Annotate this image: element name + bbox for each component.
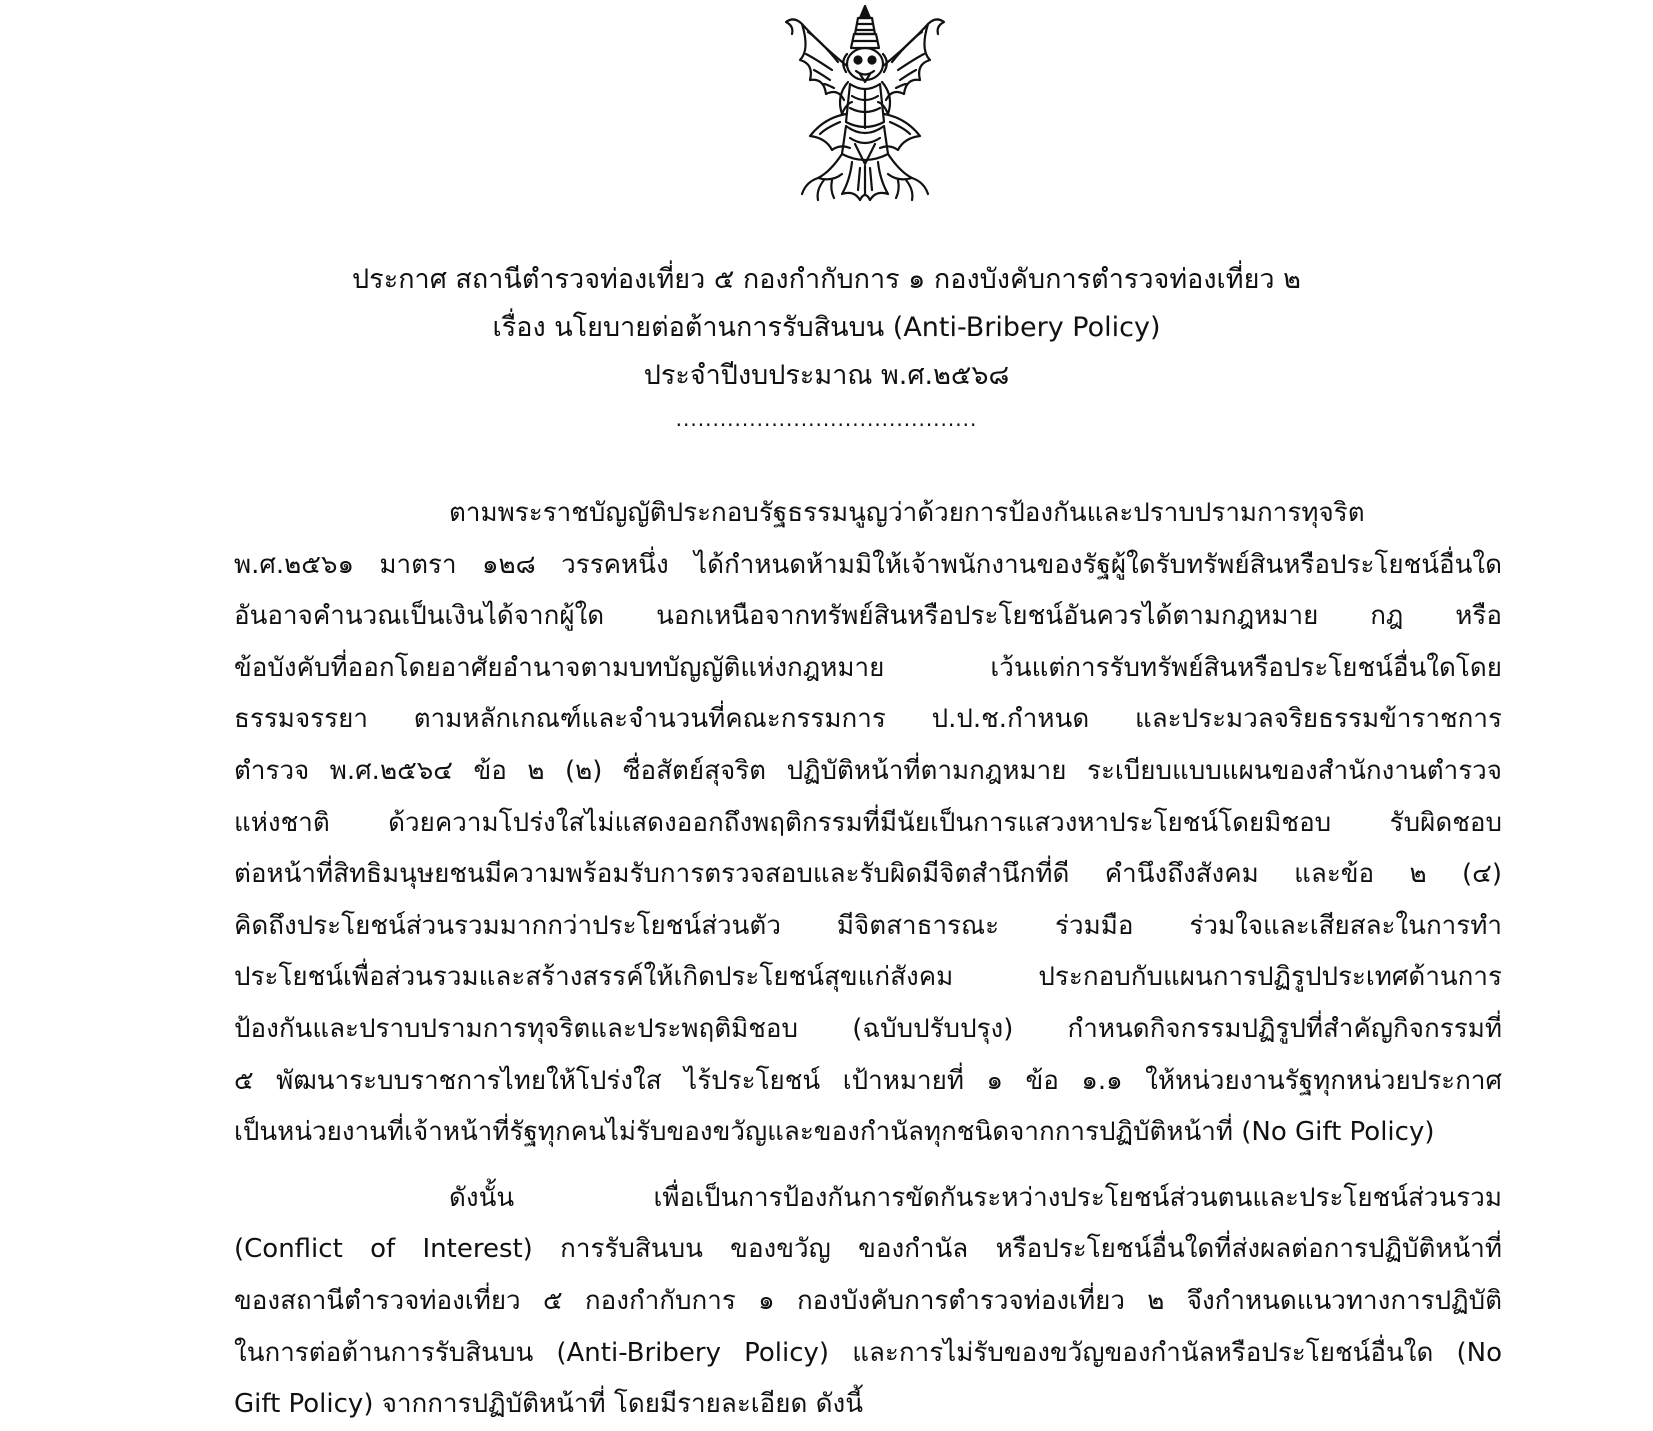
paragraph-line: ตามพระราชบัญญัติประกอบรัฐธรรมนูญว่าด้วยการป้องกันและปราบปรามการทุจริต	[449, 498, 1365, 528]
paragraph-line: ประโยชน์เพื่อส่วนรวมและสร้างสรรค์ให้เกิดประโยชน์สุขแก่สังคม ประกอบกับแผนการปฏิรูปประเทศด้านการ	[234, 962, 1502, 993]
paragraph-line: ป้องกันและปราบปรามการทุจริตและประพฤติมิชอบ (ฉบับปรับปรุง) กำหนดกิจกรรมปฏิรูปที่สำคัญกิจกรรมที่	[234, 1013, 1502, 1044]
paragraph-line: ข้อบังคับที่ออกโดยอาศัยอำนาจตามบทบัญญัติแห่งกฎหมาย เว้นแต่การรับทรัพย์สินหรือประโยชน์อื่นใดโดย	[234, 652, 1502, 683]
paragraph-line: แห่งชาติ ด้วยความโปร่งใสไม่แสดงออกถึงพฤติกรรมที่มีนัยเป็นการแสวงหาประโยชน์โดยมิชอบ รับผิดชอบ	[234, 807, 1502, 838]
dotted-separator: .........................................	[675, 407, 978, 431]
paragraph-1	[234, 488, 1502, 1159]
paragraph-line: ของสถานีตำรวจท่องเที่ยว ๕ กองกำกับการ ๑ กองบังคับการตำรวจท่องเที่ยว ๒ จึงกำหนดแนวทางการปฏิบัติ	[234, 1285, 1502, 1316]
paragraph-line: ๕ พัฒนาระบบราชการไทยให้โปร่งใส ไร้ประโยชน์ เป้าหมายที่ ๑ ข้อ ๑.๑ ให้หน่วยงานรัฐทุกหน่วยประกาศ	[234, 1065, 1502, 1096]
document-body	[234, 488, 1502, 1431]
paragraph-2	[234, 1173, 1502, 1431]
paragraph-line: Gift Policy) จากการปฏิบัติหน้าที่ โดยมีรายละเอียด ดังนี้	[234, 1389, 864, 1420]
paragraph-gap	[234, 1159, 1502, 1173]
paragraph-line: ตำรวจ พ.ศ.๒๕๖๔ ข้อ ๒ (๒) ซื่อสัตย์สุจริต ปฏิบัติหน้าที่ตามกฎหมาย ระเบียบแบบแผนของสำนักงานตำรวจ	[234, 755, 1502, 786]
paragraph-line: เป็นหน่วยงานที่เจ้าหน้าที่รัฐทุกคนไม่รับของขวัญและของกำนัลทุกชนิดจากการปฏิบัติหน้าที่ (No Gift Policy)	[234, 1117, 1435, 1148]
paragraph-line: (Conflict of Interest) การรับสินบน ของขวัญ ของกำนัล หรือประโยชน์อื่นใดที่ส่งผลต่อการปฏิบัติหน้าที่	[234, 1234, 1502, 1265]
announcement-title: ประกาศ สถานีตำรวจท่องเที่ยว ๕ กองกำกับการ ๑ กองบังคับการตำรวจท่องเที่ยว ๒	[352, 264, 1301, 295]
paragraph-line: ดังนั้น เพื่อเป็นการป้องกันการขัดกันระหว่างประโยชน์ส่วนตนและประโยชน์ส่วนรวม	[449, 1182, 1502, 1213]
paragraph-line: คิดถึงประโยชน์ส่วนรวมมากกว่าประโยชน์ส่วนตัว มีจิตสาธารณะ ร่วมมือ ร่วมใจและเสียสละในการทำ	[234, 910, 1502, 941]
paragraph-line: อันอาจคำนวณเป็นเงินได้จากผู้ใด นอกเหนือจากทรัพย์สินหรือประโยชน์อันควรได้ตามกฎหมาย กฎ หรือ	[234, 601, 1502, 632]
fiscal-year: ประจำปีงบประมาณ พ.ศ.๒๕๖๘	[643, 360, 1010, 391]
paragraph-line: ธรรมจรรยา ตามหลักเกณฑ์และจำนวนที่คณะกรรมการ ป.ป.ช.กำหนด และประมวลจริยธรรมข้าราชการ	[234, 704, 1502, 735]
paragraph-line: ในการต่อต้านการรับสินบน (Anti-Bribery Policy) และการไม่รับของขวัญของกำนัลหรือประโยชน์อื่นใด (No	[234, 1337, 1502, 1368]
paragraph-line: ต่อหน้าที่สิทธิมนุษยชนมีความพร้อมรับการตรวจสอบและรับผิดมีจิตสำนึกที่ดี คำนึงถึงสังคม และข้อ ๒ (๔)	[234, 859, 1502, 890]
paragraph-line: พ.ศ.๒๕๖๑ มาตรา ๑๒๘ วรรคหนึ่ง ได้กำหนดห้ามมิให้เจ้าพนักงานของรัฐผู้ใดรับทรัพย์สินหรือประโยชน์อื่นใด	[234, 549, 1502, 580]
garuda-emblem-icon	[780, 4, 950, 210]
announcement-subject: เรื่อง นโยบายต่อต้านการรับสินบน (Anti-Bribery Policy)	[492, 312, 1161, 343]
document-header	[0, 256, 1653, 434]
